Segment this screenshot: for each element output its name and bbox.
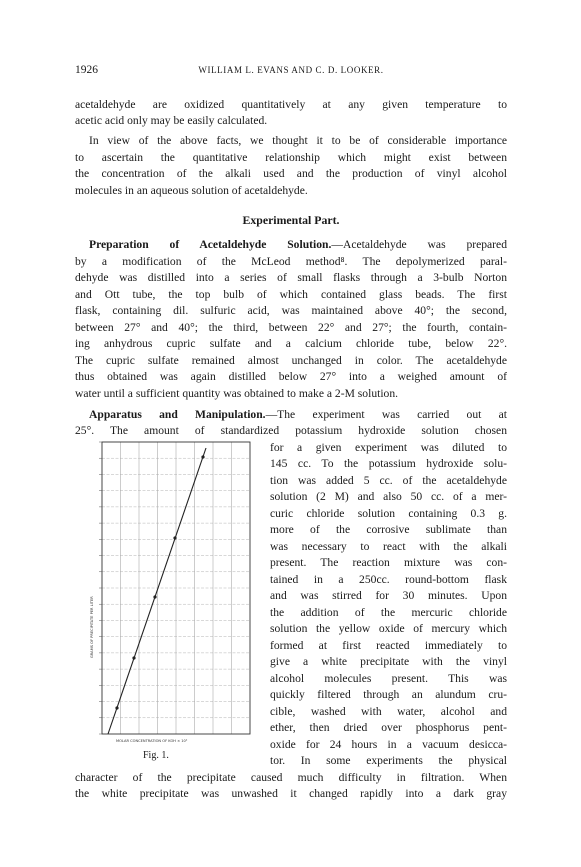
text-line: to ascertain the quantitative relationship which might exist between: [75, 151, 507, 164]
text-line: was necessary to react with the alkali: [270, 540, 507, 553]
text-line: character of the precipitate caused much difficulty in filtration. When: [75, 771, 507, 784]
text-line: dehyde was distilled into a series of small flasks through a 3-bulb Norton: [75, 271, 507, 284]
text-line: In view of the above facts, we thought it to be of considerable importance: [89, 134, 507, 147]
text-line: thus obtained was again distilled below 27° into a weighed amount of: [75, 370, 507, 383]
section-heading: Experimental Part.: [242, 213, 340, 227]
running-head: WILLIAM L. EVANS AND C. D. LOOKER.: [198, 65, 384, 75]
text-line: acetaldehyde are oxidized quantitatively at any given temperature to: [75, 98, 507, 111]
text-run: —Acetaldehyde was prepared: [331, 238, 507, 251]
figure-caption: Fig. 1.: [143, 750, 169, 761]
x-axis-label: MOLAR CONCENTRATION OF KOH × 10²: [116, 739, 188, 743]
paragraph-run-in-heading: Apparatus and Manipulation.: [89, 408, 266, 421]
text-line: tion was added 5 cc. of the acetaldehyde: [270, 474, 507, 487]
text-line: curic chloride solution containing 0.3 g.: [270, 507, 507, 520]
graph-gridlines: [102, 442, 250, 734]
text-line: solution (2 M) and also 50 cc. of a mer-: [270, 490, 507, 503]
page-header: [75, 64, 507, 78]
text-line: acetic acid only may be easily calculated.: [75, 114, 268, 127]
text-line: molecules in an aqueous solution of acetaldehyde.: [75, 184, 308, 197]
paragraph-first-line: [89, 237, 507, 252]
data-point: [153, 595, 156, 598]
paragraph-run-in-heading: Preparation of Acetaldehyde Solution.: [89, 238, 332, 251]
text-line: The cupric sulfate remained almost unchanged in color. The acetaldehyde: [75, 354, 507, 367]
text-line: and Ott tube, the top bulb of which contained glass beads. The first: [75, 288, 507, 301]
text-run: —The experiment was carried out at: [265, 408, 507, 421]
text-line: ether, then dried over phosphorus pent-: [270, 721, 507, 734]
text-line: more of the corrosive sublimate than: [270, 523, 507, 536]
text-line: ing anhydrous cupric sulfate and a calcium chloride tube, below 22°.: [75, 337, 507, 350]
text-line: formed at first reacted immediately to: [270, 639, 507, 652]
page-number: 1926: [75, 64, 98, 76]
text-line: quickly filtered through an alundum cru-: [270, 688, 507, 701]
text-line: give a white precipitate with the vinyl: [270, 655, 507, 668]
text-line: oxide for 24 hours in a vacuum desicca-: [270, 738, 507, 751]
text-line: flask, containing dil. sulfuric acid, was maintained above 40°; the second,: [75, 304, 507, 317]
text-line: water until a sufficient quantity was obtained to make a 2-M solution.: [75, 387, 399, 400]
text-line: the addition of the mercuric chloride: [270, 606, 507, 619]
text-line: and was stirred for 30 minutes. Upon: [270, 589, 507, 602]
text-line: for a given experiment was diluted to: [270, 441, 507, 454]
text-line: 145 cc. To the potassium hydroxide solu-: [270, 457, 507, 470]
data-point: [115, 706, 118, 709]
text-line: alcohol molecules present. This was: [270, 672, 507, 685]
text-line: tor. In some experiments the physical: [270, 754, 507, 767]
text-line: between 27° and 40°; the third, between 22° and 27°; the fourth, contain-: [75, 321, 507, 334]
paragraph-first-line: [89, 407, 507, 422]
text-line: by a modification of the McLeod method⁸. The depolymerized paral-: [75, 255, 507, 268]
text-line: the concentration of the alkali used and the production of vinyl alcohol: [75, 167, 507, 180]
text-line: cible, washed with water, alcohol and: [270, 705, 507, 718]
data-point: [173, 536, 176, 539]
text-line: solution the yellow oxide of mercury which: [270, 622, 507, 635]
data-line: [108, 448, 206, 734]
data-point: [132, 656, 135, 659]
text-line: the white precipitate was unwashed it changed rapidly into a dark gray: [75, 787, 507, 800]
data-point: [201, 455, 204, 458]
text-line: 25°. The amount of standardized potassium hydroxide solution chosen: [75, 424, 507, 437]
text-line: present. The reaction mixture was con-: [270, 556, 507, 569]
y-axis-label: GRAMS OF PRECIPITATE PER LITER: [90, 596, 94, 658]
figure-1-graph: [88, 438, 258, 746]
text-line: tained in a 250cc. round-bottom flask: [270, 573, 507, 586]
